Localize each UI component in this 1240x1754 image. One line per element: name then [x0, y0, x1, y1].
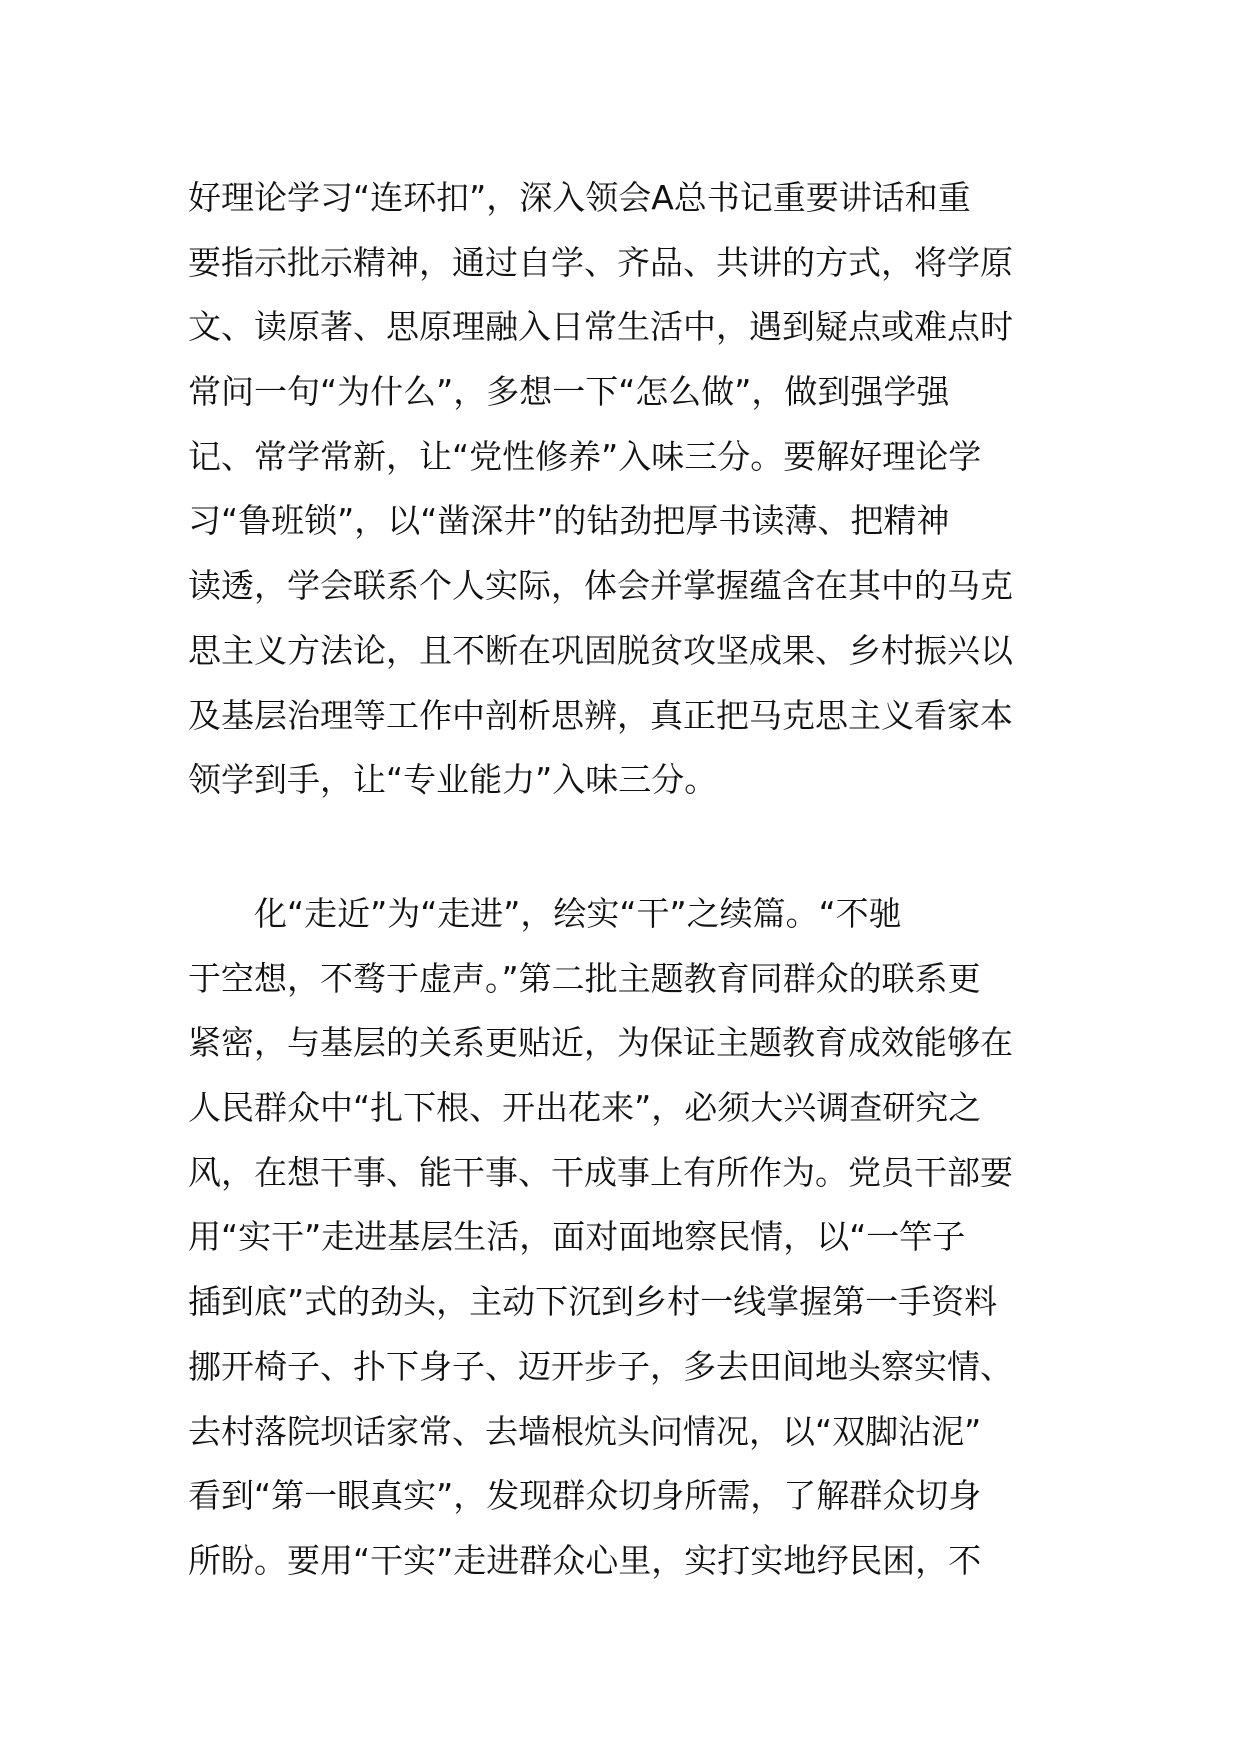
text-line: 人民群众中“扎下根、开出花来”，必须大兴调查研究之: [188, 1088, 982, 1128]
text-line: 习“鲁班锁”，以“凿深井”的钻劲把厚书读薄、把精神: [188, 501, 950, 541]
text-line: 用“实干”走进基层生活，面对面地察民情，以“一竿子: [188, 1217, 966, 1257]
text-line: 好理论学习“连环扣”，深入领会A总书记重要讲话和重: [188, 178, 971, 217]
text-line: 风，在想干事、能干事、干成事上有所作为。党员干部要: [188, 1152, 1013, 1192]
text-line: 化“走近”为“走进”，绘实“干”之续篇。“不驰: [188, 894, 902, 933]
text-line: 所盼。要用“干实”走进群众心里，实打实地纾民困，不: [188, 1540, 982, 1580]
text-line: 紧密，与基层的关系更贴近，为保证主题教育成效能够在: [188, 1023, 1013, 1063]
paragraph-grassroots-work: [188, 882, 1058, 1594]
paragraph-theory-study: [188, 166, 1058, 813]
text-line: 思主义方法论，且不断在巩固脱贫攻坚成果、乡村振兴以: [188, 630, 1013, 670]
text-line: 于空想，不骛于虚声。”第二批主题教育同群众的联系更: [188, 958, 981, 998]
text-line: 及基层治理等工作中剖析思辨，真正把马克思主义看家本: [188, 695, 1013, 735]
text-line: 读透，学会联系个人实际，体会并掌握蕴含在其中的马克: [188, 566, 1013, 606]
text-line: 去村落院坝话家常、去墙根炕头问情况，以“双脚沾泥”: [188, 1411, 982, 1451]
text-line: 看到“第一眼真实”，发现群众切身所需，了解群众切身: [188, 1476, 982, 1516]
text-line: 挪开椅子、扑下身子、迈开步子，多去田间地头察实情、: [188, 1346, 1013, 1386]
text-line: 文、读原著、思原理融入日常生活中，遇到疑点或难点时: [188, 307, 1013, 347]
text-line: 记、常学常新，让“党性修养”入味三分。要解好理论学: [188, 436, 982, 476]
text-line: 插到底”式的劲头，主动下沉到乡村一线掌握第一手资料: [188, 1282, 998, 1322]
text-line: 要指示批示精神，通过自学、齐品、共讲的方式，将学原: [188, 242, 1013, 282]
text-line: 领学到手，让“专业能力”入味三分。: [188, 760, 718, 800]
text-line: 常问一句“为什么”，多想一下“怎么做”，做到强学强: [188, 372, 950, 412]
